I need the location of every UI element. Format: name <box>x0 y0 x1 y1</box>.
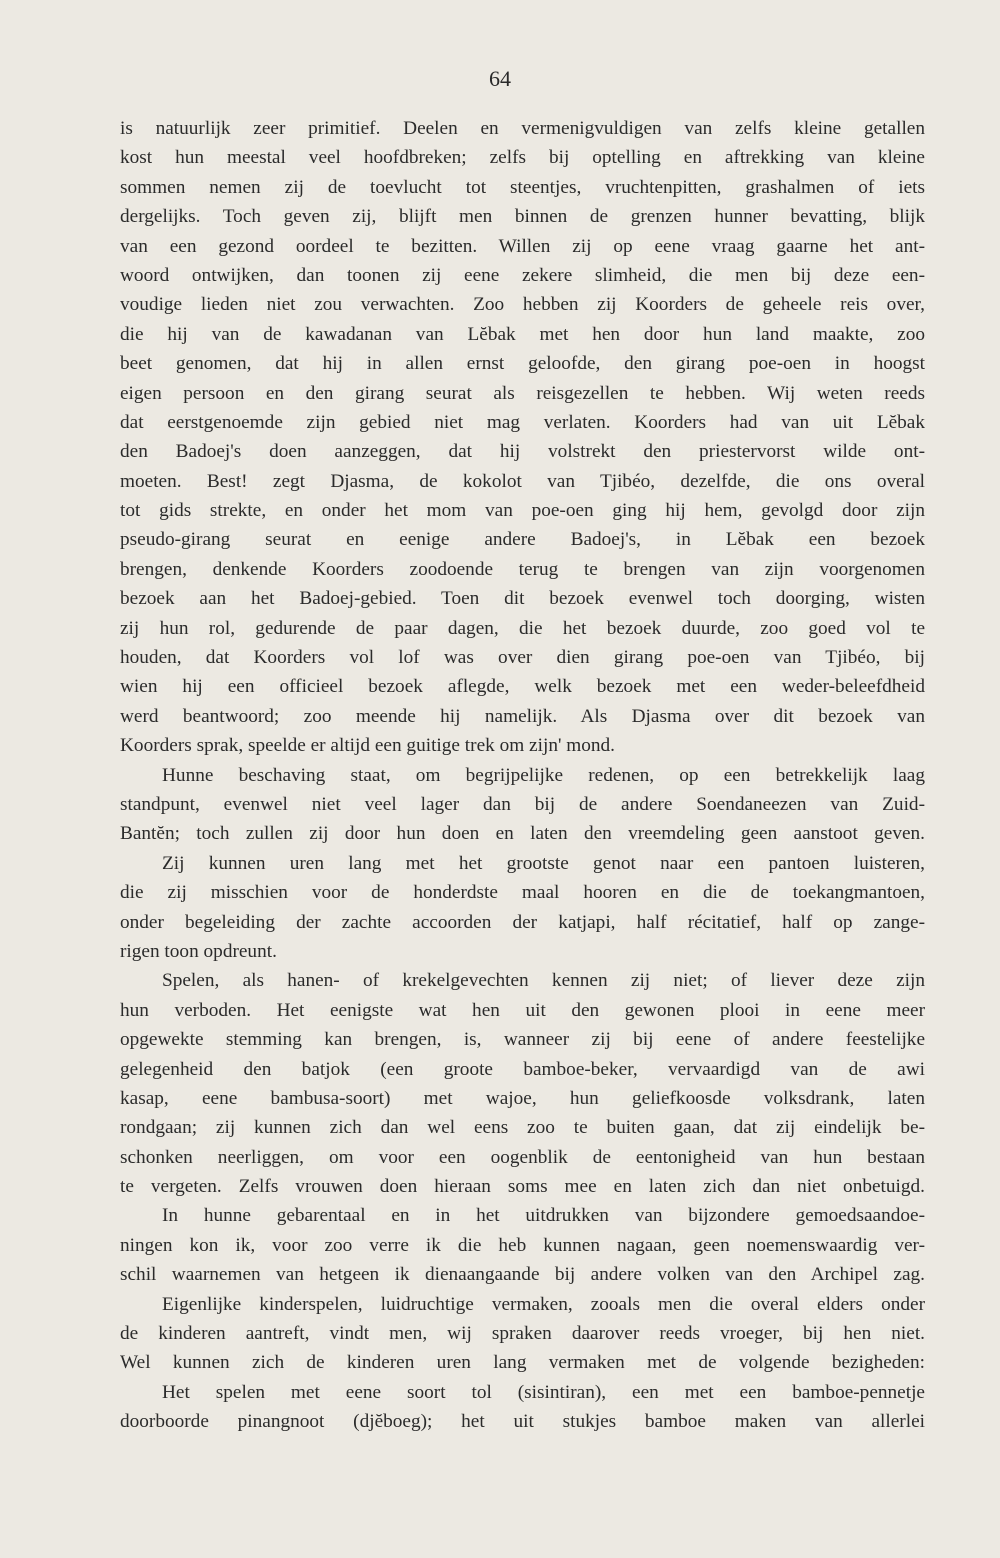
text-line: beet genomen, dat hij in allen ernst geloofde, den girang poe-oen in hoogst <box>120 353 925 375</box>
text-line: moeten. Best! zegt Djasma, de kokolot van Tjibéo, dezelfde, die ons overal <box>120 470 925 492</box>
text-line: Wel kunnen zich de kinderen uren lang vermaken met de volgende bezigheden: <box>120 1352 925 1374</box>
page-number: 64 <box>489 66 511 91</box>
text-line: gelegenheid den batjok (een groote bamboe-beker, vervaardigd van de awi <box>120 1058 925 1080</box>
text-line: zij hun rol, gedurende de paar dagen, die het bezoek duurde, zoo goed vol te <box>120 617 925 639</box>
text-line: dat eerstgenoemde zijn gebied niet mag verlaten. Koorders had van uit Lĕbak <box>120 411 925 433</box>
text-line: pseudo-girang seurat en eenige andere Badoej's, in Lĕbak een bezoek <box>120 529 925 551</box>
text-line: is natuurlijk zeer primitief. Deelen en vermenigvuldigen van zelfs kleine getallen <box>120 118 925 139</box>
text-line: Koorders sprak, speelde er altijd een guitige trek om zijn' mond. <box>120 735 616 757</box>
text-line: dergelijks. Toch geven zij, blijft men binnen de grenzen hunner bevatting, blijk <box>120 206 925 228</box>
text-line: Bantĕn; toch zullen zij door hun doen en laten den vreemdeling geen aanstoot geven. <box>120 823 925 845</box>
text-line: rondgaan; zij kunnen zich dan wel eens zoo te buiten gaan, dat zij eindelijk be- <box>120 1117 925 1139</box>
text-line: ningen kon ik, voor zoo verre ik die heb kunnen nagaan, geen noemenswaardig ver- <box>120 1234 925 1256</box>
text-line: woord ontwijken, dan toonen zij eene zekere slimheid, die men bij deze een- <box>120 264 925 286</box>
text-line: sommen nemen zij de toevlucht tot steentjes, vruchtenpitten, grashalmen of iets <box>120 176 925 198</box>
text-line: kasap, eene bambusa-soort) met wajoe, hun geliefkoosde volksdrank, laten <box>120 1087 925 1109</box>
text-line: de kinderen aantreft, vindt men, wij spraken daarover reeds vroeger, bij hen niet. <box>120 1323 925 1345</box>
text-line: opgewekte stemming kan brengen, is, wanneer zij bij eene of andere feestelijke <box>120 1029 925 1051</box>
text-line: brengen, denkende Koorders zoodoende terug te brengen van zijn voorgenomen <box>120 558 925 580</box>
text-line: rigen toon opdreunt. <box>120 940 277 962</box>
text-line: tot gids strekte, en onder het mom van poe-oen ging hij hem, gevolgd door zijn <box>120 500 925 522</box>
text-line: houden, dat Koorders vol lof was over dien girang poe-oen van Tjibéo, bij <box>120 647 925 669</box>
text-line: Eigenlijke kinderspelen, luidruchtige vermaken, zooals men die overal elders onder <box>162 1293 925 1315</box>
text-line: In hunne gebarentaal en in het uitdrukken van bijzondere gemoedsaandoe- <box>162 1205 925 1227</box>
text-line: kost hun meestal veel hoofdbreken; zelfs bij optelling en aftrekking van kleine <box>120 147 925 169</box>
text-line: Zij kunnen uren lang met het grootste genot naar een pantoen luisteren, <box>162 852 925 874</box>
text-line: doorboorde pinangnoot (djĕboeg); het uit stukjes bamboe maken van allerlei <box>120 1411 925 1433</box>
body-text <box>120 114 925 1437</box>
text-line: van een gezond oordeel te bezitten. Willen zij op eene vraag gaarne het ant- <box>120 235 925 257</box>
text-line: wien hij een officieel bezoek aflegde, welk bezoek met een weder-beleefdheid <box>120 676 925 698</box>
text-line: schil waarnemen van hetgeen ik dienaangaande bij andere volken van den Archipel zag. <box>120 1264 925 1286</box>
text-line: standpunt, evenwel niet veel lager dan bij de andere Soendaneezen van Zuid- <box>120 793 925 815</box>
text-line: hun verboden. Het eenigste wat hen uit den gewonen plooi in eene meer <box>120 999 925 1021</box>
text-line: werd beantwoord; zoo meende hij namelijk. Als Djasma over dit bezoek van <box>120 705 925 727</box>
text-line: die zij misschien voor de honderdste maal hooren en die de toekangmantoen, <box>120 882 925 904</box>
text-line: voudige lieden niet zou verwachten. Zoo hebben zij Koorders de geheele reis over, <box>120 294 925 316</box>
text-line: bezoek aan het Badoej-gebied. Toen dit bezoek evenwel toch doorging, wisten <box>120 588 925 610</box>
text-line: onder begeleiding der zachte accoorden der katjapi, half récitatief, half op zange- <box>120 911 925 933</box>
text-line: die hij van de kawadanan van Lĕbak met hen door hun land maakte, zoo <box>120 323 925 345</box>
text-line: den Badoej's doen aanzeggen, dat hij volstrekt den priestervorst wilde ont- <box>120 441 925 463</box>
text-line: eigen persoon en den girang seurat als reisgezellen te hebben. Wij weten reeds <box>120 382 925 404</box>
text-line: te vergeten. Zelfs vrouwen doen hieraan soms mee en laten zich dan niet onbetuigd. <box>120 1176 925 1198</box>
text-line: schonken neerliggen, om voor een oogenblik de eentonigheid van hun bestaan <box>120 1146 925 1168</box>
text-line: Hunne beschaving staat, om begrijpelijke redenen, op een betrekkelijk laag <box>162 764 925 786</box>
text-line: Spelen, als hanen- of krekelgevechten kennen zij niet; of liever deze zijn <box>162 970 925 992</box>
text-line: Het spelen met eene soort tol (sisintiran), een met een bamboe-pennetje <box>162 1381 925 1403</box>
